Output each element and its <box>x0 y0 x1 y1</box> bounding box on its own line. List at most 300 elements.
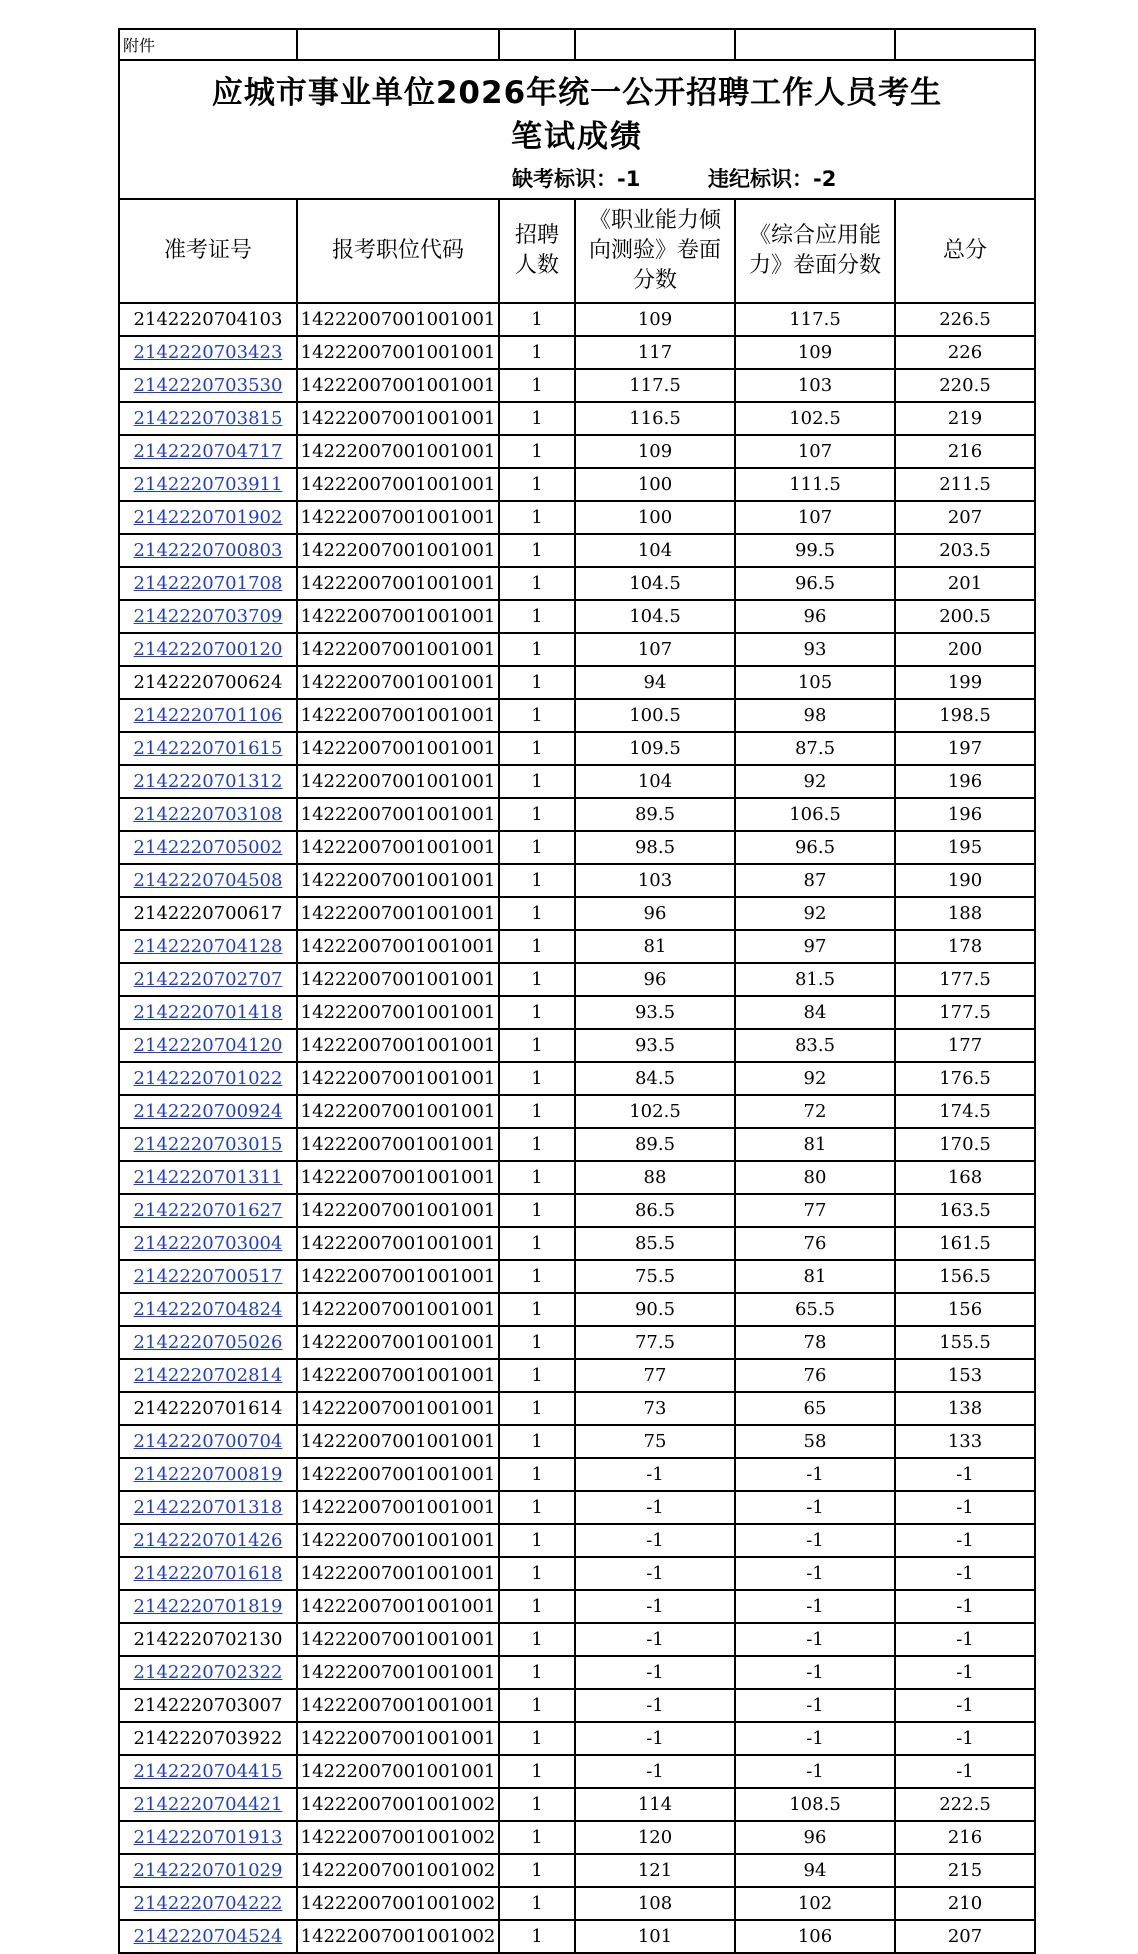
test1-score-cell: 89.5 <box>575 1128 735 1161</box>
table-row <box>119 1755 1035 1788</box>
quota-cell: 1 <box>499 1821 575 1854</box>
exam-no-link[interactable]: 2142220701426 <box>133 1530 283 1551</box>
total-score-cell: 226 <box>895 336 1035 369</box>
total-score-cell: -1 <box>895 1524 1035 1557</box>
total-score-cell: 210 <box>895 1887 1035 1920</box>
exam-no-cell <box>119 1887 297 1920</box>
quota-cell: 1 <box>499 1128 575 1161</box>
test2-score-cell: 87 <box>735 864 895 897</box>
exam-no-cell <box>119 699 297 732</box>
test2-score-cell: -1 <box>735 1590 895 1623</box>
total-score-cell: 156.5 <box>895 1260 1035 1293</box>
table-row <box>119 1062 1035 1095</box>
table-row <box>119 1854 1035 1887</box>
quota-cell: 1 <box>499 1887 575 1920</box>
total-score-cell: 226.5 <box>895 303 1035 336</box>
test2-score-cell: 96.5 <box>735 831 895 864</box>
test2-score-cell: 83.5 <box>735 1029 895 1062</box>
quota-cell: 1 <box>499 1788 575 1821</box>
test1-score-cell: 75 <box>575 1425 735 1458</box>
exam-no-cell <box>119 1029 297 1062</box>
attachment-label: 附件 <box>119 29 297 60</box>
table-row <box>119 567 1035 600</box>
quota-cell: 1 <box>499 633 575 666</box>
table-row <box>119 534 1035 567</box>
quota-cell: 1 <box>499 1029 575 1062</box>
exam-no-cell <box>119 1854 297 1887</box>
exam-no-link[interactable]: 2142220704421 <box>133 1794 283 1815</box>
quota-cell: 1 <box>499 1293 575 1326</box>
total-score-cell: 219 <box>895 402 1035 435</box>
table-row <box>119 1788 1035 1821</box>
position-code-cell: 14222007001001001 <box>297 303 499 336</box>
test2-score-cell: -1 <box>735 1755 895 1788</box>
title-cell <box>119 60 1035 199</box>
test1-score-cell: -1 <box>575 1458 735 1491</box>
table-row <box>119 831 1035 864</box>
table-row <box>119 1887 1035 1920</box>
exam-no-link[interactable]: 2142220701627 <box>133 1200 283 1221</box>
position-code-cell: 14222007001001001 <box>297 765 499 798</box>
position-code-cell: 14222007001001001 <box>297 1359 499 1392</box>
test1-score-cell: 85.5 <box>575 1227 735 1260</box>
exam-no-cell <box>119 1656 297 1689</box>
position-code-cell: 14222007001001001 <box>297 402 499 435</box>
test1-score-cell: 77.5 <box>575 1326 735 1359</box>
quota-cell: 1 <box>499 732 575 765</box>
exam-no-cell: 2142220703007 <box>119 1689 297 1722</box>
attachment-row <box>119 29 1035 60</box>
exam-no-link[interactable]: 2142220703108 <box>133 804 283 825</box>
table-row <box>119 1425 1035 1458</box>
position-code-cell: 14222007001001001 <box>297 798 499 831</box>
position-code-cell: 14222007001001001 <box>297 1392 499 1425</box>
test2-score-cell: -1 <box>735 1557 895 1590</box>
exam-no-link[interactable]: 2142220703015 <box>133 1134 283 1155</box>
exam-no-cell <box>119 1557 297 1590</box>
total-score-cell: 170.5 <box>895 1128 1035 1161</box>
test2-score-cell: 96.5 <box>735 567 895 600</box>
test2-score-cell: 97 <box>735 930 895 963</box>
exam-no-cell <box>119 1590 297 1623</box>
quota-cell: 1 <box>499 864 575 897</box>
quota-cell: 1 <box>499 1095 575 1128</box>
total-score-cell: -1 <box>895 1458 1035 1491</box>
position-code-cell: 14222007001001001 <box>297 1128 499 1161</box>
test1-score-cell: 109 <box>575 435 735 468</box>
quota-cell: 1 <box>499 1458 575 1491</box>
position-code-cell: 14222007001001002 <box>297 1854 499 1887</box>
total-score-cell: 211.5 <box>895 468 1035 501</box>
table-row <box>119 435 1035 468</box>
exam-no-link[interactable]: 2142220701311 <box>133 1167 283 1188</box>
table-row <box>119 1161 1035 1194</box>
position-code-cell: 14222007001001001 <box>297 435 499 468</box>
test2-score-cell: 117.5 <box>735 303 895 336</box>
test1-score-cell: -1 <box>575 1689 735 1722</box>
position-code-cell: 14222007001001001 <box>297 1590 499 1623</box>
exam-no-link[interactable]: 2142220704120 <box>133 1035 283 1056</box>
table-row <box>119 1689 1035 1722</box>
quota-cell: 1 <box>499 1062 575 1095</box>
total-score-cell: 207 <box>895 501 1035 534</box>
test2-score-cell: -1 <box>735 1722 895 1755</box>
total-score-cell: 195 <box>895 831 1035 864</box>
test2-score-cell: 106 <box>735 1920 895 1953</box>
test1-score-cell: 75.5 <box>575 1260 735 1293</box>
score-table <box>118 28 1036 1954</box>
position-code-cell: 14222007001001001 <box>297 1524 499 1557</box>
table-row <box>119 732 1035 765</box>
quota-cell: 1 <box>499 1227 575 1260</box>
total-score-cell: 200.5 <box>895 600 1035 633</box>
exam-no-link[interactable]: 2142220705002 <box>133 837 283 858</box>
table-row <box>119 1293 1035 1326</box>
total-score-cell: 222.5 <box>895 1788 1035 1821</box>
table-row <box>119 666 1035 699</box>
test2-score-cell: -1 <box>735 1689 895 1722</box>
exam-no-link[interactable]: 2142220701618 <box>133 1563 283 1584</box>
header-position-code: 报考职位代码 <box>297 199 499 303</box>
exam-no-cell <box>119 1359 297 1392</box>
quota-cell: 1 <box>499 1689 575 1722</box>
table-row <box>119 1557 1035 1590</box>
test1-score-cell: 121 <box>575 1854 735 1887</box>
position-code-cell: 14222007001001001 <box>297 831 499 864</box>
position-code-cell: 14222007001001001 <box>297 1227 499 1260</box>
total-score-cell: -1 <box>895 1722 1035 1755</box>
exam-no-cell: 2142220700617 <box>119 897 297 930</box>
exam-no-cell <box>119 1062 297 1095</box>
table-row <box>119 1491 1035 1524</box>
total-score-cell: 133 <box>895 1425 1035 1458</box>
quota-cell: 1 <box>499 930 575 963</box>
total-score-cell: 201 <box>895 567 1035 600</box>
position-code-cell: 14222007001001001 <box>297 996 499 1029</box>
table-row <box>119 369 1035 402</box>
test2-score-cell: 76 <box>735 1227 895 1260</box>
test2-score-cell: 102 <box>735 1887 895 1920</box>
position-code-cell: 14222007001001001 <box>297 1458 499 1491</box>
exam-no-cell <box>119 468 297 501</box>
test2-score-cell: 92 <box>735 765 895 798</box>
table-row <box>119 1623 1035 1656</box>
quota-cell: 1 <box>499 501 575 534</box>
exam-no-link[interactable]: 2142220704508 <box>133 870 283 891</box>
violation-legend: 违纪标识：-2 <box>708 167 837 191</box>
total-score-cell: 197 <box>895 732 1035 765</box>
total-score-cell: -1 <box>895 1623 1035 1656</box>
exam-no-cell: 2142220704103 <box>119 303 297 336</box>
quota-cell: 1 <box>499 1392 575 1425</box>
quota-cell: 1 <box>499 468 575 501</box>
test1-score-cell: 77 <box>575 1359 735 1392</box>
exam-no-link[interactable]: 2142220701418 <box>133 1002 283 1023</box>
quota-cell: 1 <box>499 798 575 831</box>
test1-score-cell: 108 <box>575 1887 735 1920</box>
title-row <box>119 60 1035 199</box>
blank-cell <box>297 29 499 60</box>
quota-cell: 1 <box>499 1755 575 1788</box>
exam-no-link[interactable]: 2142220701902 <box>133 507 283 528</box>
exam-no-link[interactable]: 2142220705026 <box>133 1332 283 1353</box>
exam-no-link[interactable]: 2142220703004 <box>133 1233 283 1254</box>
test1-score-cell: 102.5 <box>575 1095 735 1128</box>
exam-no-link[interactable]: 2142220702322 <box>133 1662 283 1683</box>
exam-no-link[interactable]: 2142220702814 <box>133 1365 283 1386</box>
test2-score-cell: -1 <box>735 1491 895 1524</box>
test1-score-cell: 81 <box>575 930 735 963</box>
test2-score-cell: 65.5 <box>735 1293 895 1326</box>
blank-cell <box>895 29 1035 60</box>
quota-cell: 1 <box>499 1425 575 1458</box>
position-code-cell: 14222007001001001 <box>297 633 499 666</box>
exam-no-cell <box>119 1491 297 1524</box>
table-row <box>119 1656 1035 1689</box>
header-quota: 招聘人数 <box>499 199 575 303</box>
total-score-cell: 153 <box>895 1359 1035 1392</box>
table-row <box>119 633 1035 666</box>
position-code-cell: 14222007001001001 <box>297 468 499 501</box>
test1-score-cell: -1 <box>575 1557 735 1590</box>
test1-score-cell: 88 <box>575 1161 735 1194</box>
exam-no-link[interactable]: 2142220701819 <box>133 1596 283 1617</box>
quota-cell: 1 <box>499 600 575 633</box>
position-code-cell: 14222007001001002 <box>297 1920 499 1953</box>
total-score-cell: 176.5 <box>895 1062 1035 1095</box>
table-row <box>119 765 1035 798</box>
quota-cell: 1 <box>499 336 575 369</box>
test1-score-cell: -1 <box>575 1491 735 1524</box>
quota-cell: 1 <box>499 1359 575 1392</box>
test1-score-cell: 107 <box>575 633 735 666</box>
table-row <box>119 1524 1035 1557</box>
total-score-cell: -1 <box>895 1656 1035 1689</box>
exam-no-cell <box>119 402 297 435</box>
exam-no-link[interactable]: 2142220700517 <box>133 1266 283 1287</box>
test2-score-cell: 87.5 <box>735 732 895 765</box>
exam-no-link[interactable]: 2142220704524 <box>133 1926 283 1947</box>
exam-no-link[interactable]: 2142220704222 <box>133 1893 283 1914</box>
total-score-cell: 220.5 <box>895 369 1035 402</box>
test1-score-cell: 86.5 <box>575 1194 735 1227</box>
exam-no-link[interactable]: 2142220704717 <box>133 441 283 462</box>
total-score-cell: 190 <box>895 864 1035 897</box>
exam-no-link[interactable]: 2142220704415 <box>133 1761 283 1782</box>
exam-no-link[interactable]: 2142220701318 <box>133 1497 283 1518</box>
test2-score-cell: 103 <box>735 369 895 402</box>
total-score-cell: 161.5 <box>895 1227 1035 1260</box>
exam-no-link[interactable]: 2142220703815 <box>133 408 283 429</box>
test1-score-cell: -1 <box>575 1623 735 1656</box>
test1-score-cell: 120 <box>575 1821 735 1854</box>
table-row <box>119 1590 1035 1623</box>
position-code-cell: 14222007001001001 <box>297 369 499 402</box>
exam-no-cell <box>119 1326 297 1359</box>
position-code-cell: 14222007001001001 <box>297 567 499 600</box>
header-test2: 《综合应用能力》卷面分数 <box>735 199 895 303</box>
exam-no-link[interactable]: 2142220702707 <box>133 969 283 990</box>
exam-no-cell <box>119 534 297 567</box>
quota-cell: 1 <box>499 1491 575 1524</box>
total-score-cell: -1 <box>895 1557 1035 1590</box>
exam-no-link[interactable]: 2142220701022 <box>133 1068 283 1089</box>
total-score-cell: 196 <box>895 765 1035 798</box>
exam-no-cell <box>119 831 297 864</box>
total-score-cell: 177 <box>895 1029 1035 1062</box>
test2-score-cell: 108.5 <box>735 1788 895 1821</box>
test1-score-cell: 104 <box>575 765 735 798</box>
test2-score-cell: 109 <box>735 336 895 369</box>
quota-cell: 1 <box>499 1854 575 1887</box>
test2-score-cell: -1 <box>735 1458 895 1491</box>
exam-no-cell <box>119 1755 297 1788</box>
test2-score-cell: 81.5 <box>735 963 895 996</box>
table-row <box>119 1095 1035 1128</box>
quota-cell: 1 <box>499 1260 575 1293</box>
position-code-cell: 14222007001001001 <box>297 1293 499 1326</box>
position-code-cell: 14222007001001001 <box>297 963 499 996</box>
table-row <box>119 1194 1035 1227</box>
exam-no-link[interactable]: 2142220700819 <box>133 1464 283 1485</box>
exam-no-cell: 2142220700624 <box>119 666 297 699</box>
exam-no-link[interactable]: 2142220701913 <box>133 1827 283 1848</box>
exam-no-link[interactable]: 2142220700924 <box>133 1101 283 1122</box>
total-score-cell: -1 <box>895 1491 1035 1524</box>
total-score-cell: -1 <box>895 1689 1035 1722</box>
total-score-cell: 177.5 <box>895 996 1035 1029</box>
quota-cell: 1 <box>499 1590 575 1623</box>
quota-cell: 1 <box>499 1557 575 1590</box>
blank-cell <box>735 29 895 60</box>
test2-score-cell: 80 <box>735 1161 895 1194</box>
test2-score-cell: 106.5 <box>735 798 895 831</box>
test2-score-cell: 93 <box>735 633 895 666</box>
position-code-cell: 14222007001001001 <box>297 1260 499 1293</box>
quota-cell: 1 <box>499 1194 575 1227</box>
test1-score-cell: 84.5 <box>575 1062 735 1095</box>
test2-score-cell: 84 <box>735 996 895 1029</box>
test1-score-cell: 93.5 <box>575 996 735 1029</box>
quota-cell: 1 <box>499 1722 575 1755</box>
test2-score-cell: 72 <box>735 1095 895 1128</box>
exam-no-cell <box>119 1095 297 1128</box>
exam-no-link[interactable]: 2142220701106 <box>133 705 283 726</box>
exam-no-link[interactable]: 2142220704128 <box>133 936 283 957</box>
exam-no-cell <box>119 864 297 897</box>
position-code-cell: 14222007001001001 <box>297 336 499 369</box>
exam-no-cell <box>119 1920 297 1953</box>
table-row <box>119 963 1035 996</box>
total-score-cell: 174.5 <box>895 1095 1035 1128</box>
quota-cell: 1 <box>499 1656 575 1689</box>
test1-score-cell: 89.5 <box>575 798 735 831</box>
exam-no-link[interactable]: 2142220703709 <box>133 606 283 627</box>
test2-score-cell: 111.5 <box>735 468 895 501</box>
quota-cell: 1 <box>499 435 575 468</box>
test1-score-cell: 94 <box>575 666 735 699</box>
table-row <box>119 1227 1035 1260</box>
table-row <box>119 1920 1035 1953</box>
total-score-cell: 196 <box>895 798 1035 831</box>
table-row <box>119 1722 1035 1755</box>
table-row <box>119 1326 1035 1359</box>
total-score-cell: 200 <box>895 633 1035 666</box>
exam-no-link[interactable]: 2142220701708 <box>133 573 283 594</box>
test1-score-cell: 100 <box>575 468 735 501</box>
position-code-cell: 14222007001001001 <box>297 1491 499 1524</box>
test2-score-cell: 92 <box>735 1062 895 1095</box>
exam-no-cell <box>119 1788 297 1821</box>
position-code-cell: 14222007001001001 <box>297 732 499 765</box>
quota-cell: 1 <box>499 1524 575 1557</box>
position-code-cell: 14222007001001002 <box>297 1788 499 1821</box>
header-row <box>119 199 1035 303</box>
quota-cell: 1 <box>499 831 575 864</box>
exam-no-cell: 2142220701614 <box>119 1392 297 1425</box>
exam-no-link[interactable]: 2142220700704 <box>133 1431 283 1452</box>
quota-cell: 1 <box>499 303 575 336</box>
quota-cell: 1 <box>499 996 575 1029</box>
exam-no-link[interactable]: 2142220700803 <box>133 540 283 561</box>
table-row <box>119 1392 1035 1425</box>
total-score-cell: 207 <box>895 1920 1035 1953</box>
table-row <box>119 501 1035 534</box>
exam-no-cell <box>119 1293 297 1326</box>
position-code-cell: 14222007001001001 <box>297 1029 499 1062</box>
exam-no-link[interactable]: 2142220701615 <box>133 738 283 759</box>
test2-score-cell: 81 <box>735 1260 895 1293</box>
total-score-cell: 198.5 <box>895 699 1035 732</box>
test1-score-cell: 103 <box>575 864 735 897</box>
quota-cell: 1 <box>499 963 575 996</box>
exam-no-link[interactable]: 2142220703911 <box>133 474 283 495</box>
table-row <box>119 336 1035 369</box>
total-score-cell: 216 <box>895 1821 1035 1854</box>
test1-score-cell: 104 <box>575 534 735 567</box>
exam-no-cell: 2142220702130 <box>119 1623 297 1656</box>
exam-no-cell <box>119 765 297 798</box>
test2-score-cell: -1 <box>735 1524 895 1557</box>
table-row <box>119 996 1035 1029</box>
exam-no-cell <box>119 930 297 963</box>
exam-no-link[interactable]: 2142220704824 <box>133 1299 283 1320</box>
exam-no-cell <box>119 567 297 600</box>
test2-score-cell: 105 <box>735 666 895 699</box>
test2-score-cell: 96 <box>735 1821 895 1854</box>
test2-score-cell: 98 <box>735 699 895 732</box>
exam-no-link[interactable]: 2142220703423 <box>133 342 283 363</box>
exam-no-link[interactable]: 2142220701312 <box>133 771 283 792</box>
exam-no-link[interactable]: 2142220703530 <box>133 375 283 396</box>
test1-score-cell: 104.5 <box>575 600 735 633</box>
position-code-cell: 14222007001001001 <box>297 864 499 897</box>
header-test1: 《职业能力倾向测验》卷面分数 <box>575 199 735 303</box>
test2-score-cell: 107 <box>735 501 895 534</box>
exam-no-link[interactable]: 2142220700120 <box>133 639 283 660</box>
test2-score-cell: 96 <box>735 600 895 633</box>
exam-no-cell <box>119 996 297 1029</box>
position-code-cell: 14222007001001001 <box>297 1194 499 1227</box>
position-code-cell: 14222007001001001 <box>297 1326 499 1359</box>
total-score-cell: 177.5 <box>895 963 1035 996</box>
quota-cell: 1 <box>499 1326 575 1359</box>
total-score-cell: 163.5 <box>895 1194 1035 1227</box>
table-row <box>119 1260 1035 1293</box>
exam-no-cell <box>119 435 297 468</box>
exam-no-cell <box>119 1161 297 1194</box>
exam-no-link[interactable]: 2142220701029 <box>133 1860 283 1881</box>
